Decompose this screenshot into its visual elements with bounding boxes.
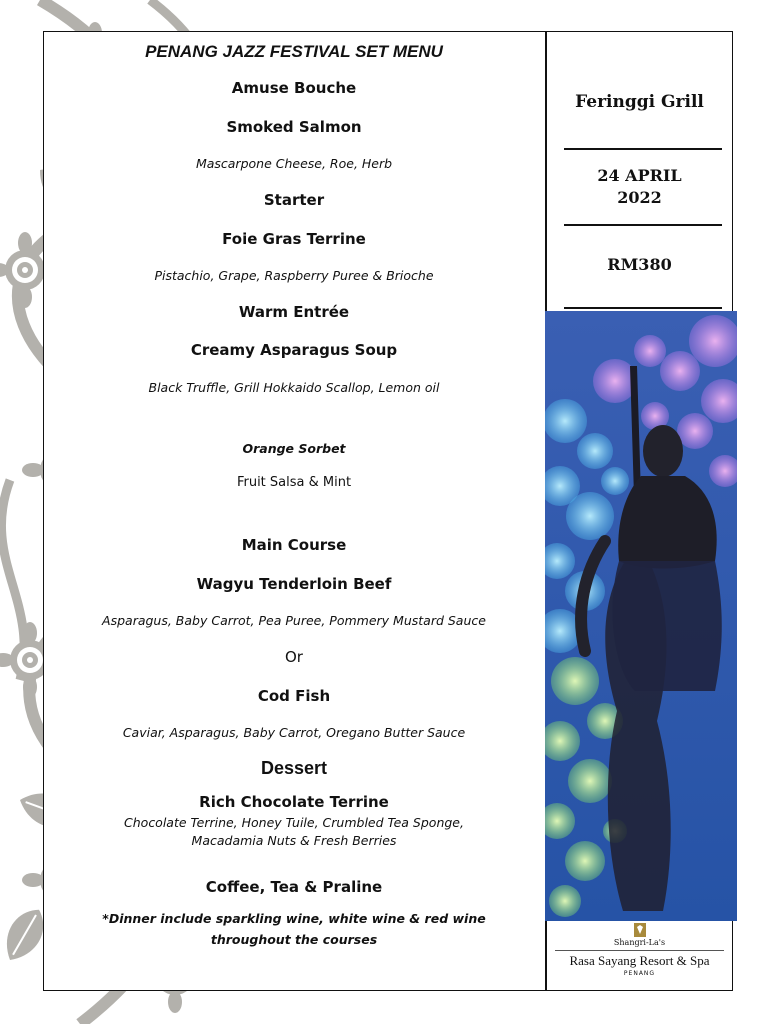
event-date-day: 24 APRIL xyxy=(597,166,682,185)
resort-location: PENANG xyxy=(623,970,656,977)
beverage-note-line1: *Dinner include sparkling wine, white wine & red wine xyxy=(102,911,486,926)
sidebar-rule xyxy=(564,307,722,309)
dish-desc-orange-sorbet: Fruit Salsa & Mint xyxy=(236,475,352,490)
dish-desc-chocolate-terrine-line2: Macadamia Nuts & Fresh Berries xyxy=(191,833,397,848)
dish-desc-cod-fish: Caviar, Asparagus, Baby Carrot, Oregano Butter Sauce xyxy=(122,725,466,740)
dish-desc-smoked-salmon: Mascarpone Cheese, Roe, Herb xyxy=(195,156,393,171)
menu-column xyxy=(44,32,544,990)
dish-desc-foie-gras: Pistachio, Grape, Raspberry Puree & Brioche xyxy=(154,268,434,283)
or-separator: Or xyxy=(285,648,303,666)
dish-smoked-salmon: Smoked Salmon xyxy=(226,118,362,136)
menu-title: PENANG JAZZ FESTIVAL SET MENU xyxy=(145,42,443,61)
logo-rule xyxy=(555,950,724,951)
sidebar-rule xyxy=(564,148,722,150)
course-heading-starter: Starter xyxy=(263,191,325,209)
dish-chocolate-terrine: Rich Chocolate Terrine xyxy=(199,793,389,811)
shangri-la-emblem-icon xyxy=(634,923,646,937)
dish-desc-wagyu: Asparagus, Baby Carrot, Pea Puree, Pommery Mustard Sauce xyxy=(102,613,486,628)
dish-cod-fish: Cod Fish xyxy=(257,687,331,705)
sidebar-rule xyxy=(564,224,722,226)
resort-name: Rasa Sayang Resort & Spa xyxy=(569,953,710,968)
brand-name: Shangri-La's xyxy=(613,938,666,947)
course-heading-amuse: Amuse Bouche xyxy=(231,79,357,97)
course-heading-entree: Warm Entrée xyxy=(238,303,350,321)
set-menu-price: RM380 xyxy=(607,255,672,274)
venue-name: Feringgi Grill xyxy=(575,92,704,112)
dish-desc-asparagus-soup: Black Truffle, Grill Hokkaido Scallop, Lemon oil xyxy=(148,380,440,395)
course-heading-dessert: Dessert xyxy=(260,758,328,778)
resort-logo xyxy=(547,920,732,990)
dish-asparagus-soup: Creamy Asparagus Soup xyxy=(190,341,398,359)
course-heading-main: Main Course xyxy=(241,536,347,554)
event-date-year: 2022 xyxy=(617,188,662,207)
dish-orange-sorbet: Orange Sorbet xyxy=(242,441,346,456)
beverage-note-line2: throughout the courses xyxy=(210,932,378,947)
dish-wagyu: Wagyu Tenderloin Beef xyxy=(196,575,392,593)
dish-foie-gras: Foie Gras Terrine xyxy=(222,230,366,248)
dish-coffee-tea: Coffee, Tea & Praline xyxy=(205,878,383,896)
dish-desc-chocolate-terrine-line1: Chocolate Terrine, Honey Tuile, Crumbled Tea Sponge, xyxy=(124,815,464,830)
jazz-bassist-bokeh-artwork xyxy=(545,311,737,921)
